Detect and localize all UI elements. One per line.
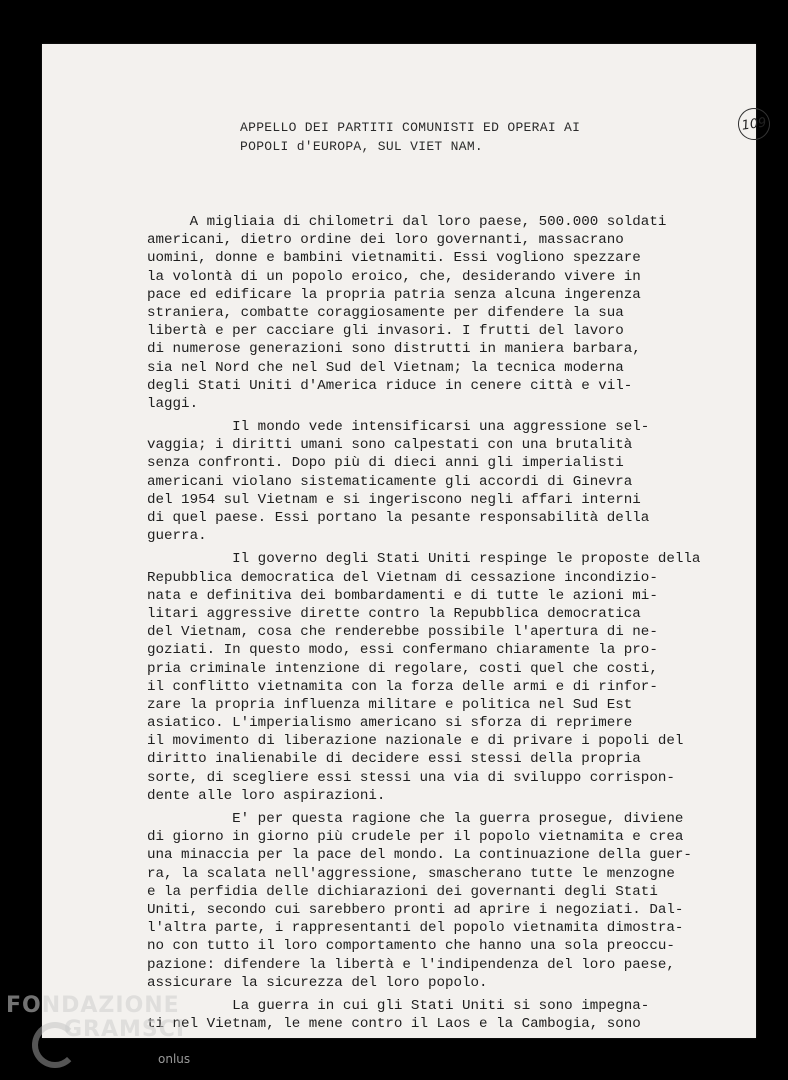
text-line: Repubblica democratica del Vietnam di cessazione incondizio- [147,569,658,586]
text-line: sorte, di scegliere essi stessi una via di sviluppo corrispon- [147,769,675,786]
text-line: del 1954 sul Vietnam e si ingeriscono negli affari interni [147,491,641,508]
text-line: vaggia; i diritti umani sono calpestati con una brutalità [147,437,633,454]
text-line: di giorno in giorno più crudele per il popolo vietnamita e crea [147,829,684,846]
watermark-line1: FONDAZIONE [6,993,180,1018]
text-line: pazione: difendere la libertà e l'indipendenza del loro paese, [147,956,675,973]
text-line: il conflitto vietnamita con la forza delle armi e di rinfor- [147,678,658,695]
text-line: ti nel Vietnam, le mene contro il Laos e la Cambogia, sono [147,1016,641,1033]
text-line: degli Stati Uniti d'America riduce in cenere città e vil- [147,377,633,394]
document-body [147,213,707,1033]
title-line: POPOLI d'EUROPA, SUL VIET NAM. [240,139,484,154]
text-line: il movimento di liberazione nazionale e di privare i popoli del [147,733,684,750]
paragraph [147,213,707,413]
text-line: sia nel Nord che nel Sud del Vietnam; la tecnica moderna [147,359,624,376]
text-line: goziati. In questo modo, essi confermano chiaramente la pro- [147,642,658,659]
text-line: nata e definitiva dei bombardamenti e di tutte le azioni mi- [147,587,658,604]
text-line: La guerra in cui gli Stati Uniti si sono impegna- [147,997,650,1014]
text-line: diritto inalienabile di decidere essi stessi della propria [147,751,641,768]
text-line: Il mondo vede intensificarsi una aggressione sel- [147,419,650,436]
text-line: una minaccia per la pace del mondo. La continuazione della guer- [147,847,692,864]
text-line: di quel paese. Essi portano la pesante responsabilità della [147,510,650,526]
document-title [240,118,660,156]
text-line: pria criminale intenzione di regolare, costi quel che costi, [147,660,658,677]
text-line: americani violano sistematicamente gli accordi di Ginevra [147,473,633,490]
paragraph [147,997,707,1033]
text-line: Uniti, secondo cui sarebbero pronti ad aprire i negoziati. Dal- [147,901,684,918]
text-line: Il governo degli Stati Uniti respinge le proposte della [147,551,701,568]
watermark-line2: GRAMSCI [64,1017,186,1042]
text-line: dente alle loro aspirazioni. [147,787,386,804]
text-line: ra, la scalata nell'aggressione, smascherano tutte le menzogne [147,865,675,882]
text-line: straniera, combatte coraggiosamente per difendere la sua [147,304,624,321]
text-line: del Vietnam, cosa che renderebbe possibile l'apertura di ne- [147,624,658,641]
text-line: uomini, donne e bambini vietnamiti. Essi vogliono spezzare [147,250,641,267]
watermark-onlus: onlus [158,1052,191,1066]
text-line: senza confronti. Dopo più di dieci anni gli imperialisti [147,455,624,472]
text-line: no con tutto il loro comportamento che hanno una sola preoccu- [147,938,675,955]
text-line: zare la propria influenza militare e politica nel Sud Est [147,696,633,713]
text-line: pace ed edificare la propria patria senza alcuna ingerenza [147,286,641,303]
text-line: libertà e per cacciare gli invasori. I frutti del lavoro [147,323,624,340]
text-line: assicurare la sicurezza del loro popolo. [147,974,488,991]
text-line: americani, dietro ordine dei loro governanti, massacrano [147,232,624,249]
title-line: APPELLO DEI PARTITI COMUNISTI ED OPERAI AI [240,120,581,135]
page-number: 109 [736,106,772,142]
text-line: guerra. [147,528,207,545]
paragraph [147,418,707,545]
text-line: di numerose generazioni sono distrutti in maniera barbara, [147,341,641,358]
text-line: l'altra parte, i rappresentanti del popolo vietnamita dimostra- [147,920,684,937]
text-line: la volontà di un popolo eroico, che, desiderando vivere in [147,268,641,285]
paragraph [147,810,707,992]
text-line: e la perfidia delle dichiarazioni dei governanti degli Stati [147,883,658,900]
text-line: A migliaia di chilometri dal loro paese, 500.000 soldati [147,214,667,230]
text-line: litari aggressive dirette contro la Repubblica democratica [147,605,641,622]
watermark [6,994,185,1042]
text-line: E' per questa ragione che la guerra prosegue, diviene [147,811,684,827]
text-line: laggi. [147,395,199,412]
text-line: asiatico. L'imperialismo americano si sforza di reprimere [147,715,633,732]
paragraph [147,550,707,805]
